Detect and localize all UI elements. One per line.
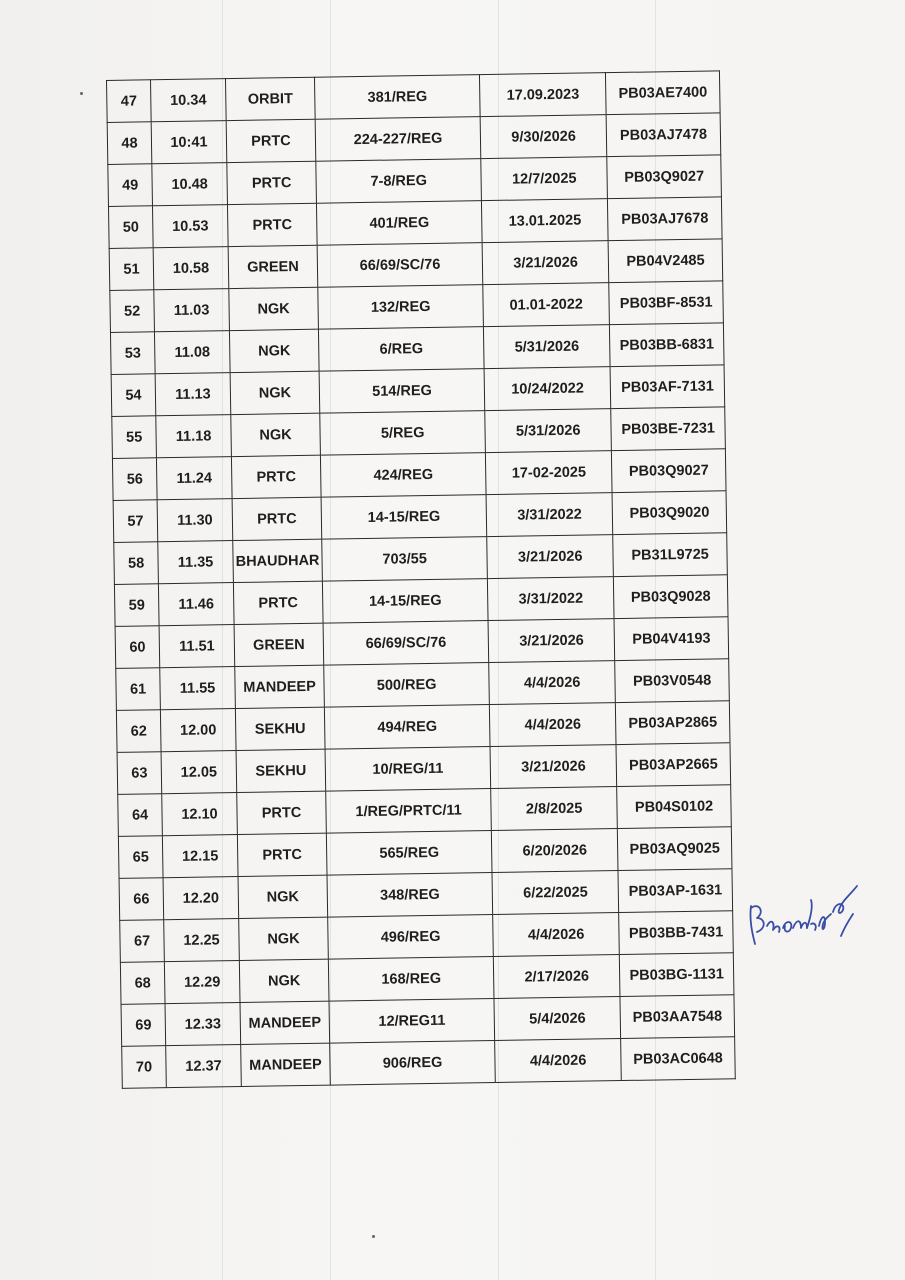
permit-number-cell: 514/REG (319, 369, 485, 414)
serial-number-cell: 57 (113, 500, 158, 543)
handwritten-signature (745, 866, 865, 956)
scan-speck (372, 1235, 375, 1238)
registration-number-cell: PB03BB-7431 (619, 911, 733, 955)
time-cell: 11.51 (159, 625, 234, 668)
registration-number-cell: PB03AJ7678 (608, 197, 722, 241)
permit-number-cell: 496/REG (328, 915, 494, 960)
serial-number-cell: 55 (112, 416, 157, 459)
time-cell: 12.10 (162, 793, 237, 836)
operator-cell: PRTC (233, 581, 323, 624)
serial-number-cell: 68 (120, 962, 165, 1005)
time-cell: 11.03 (154, 289, 229, 332)
serial-number-cell: 51 (109, 248, 154, 291)
validity-date-cell: 3/31/2022 (487, 577, 614, 621)
validity-date-cell: 3/21/2026 (487, 535, 614, 579)
registration-number-cell: PB03Q9028 (614, 575, 728, 619)
permit-number-cell: 7-8/REG (316, 159, 482, 204)
registration-number-cell: PB03BB-6831 (610, 323, 724, 367)
validity-date-cell: 3/31/2022 (486, 493, 613, 537)
operator-cell: PRTC (231, 455, 321, 498)
bus-schedule-table-wrapper (106, 70, 736, 1089)
permit-number-cell: 348/REG (327, 873, 493, 918)
validity-date-cell: 9/30/2026 (480, 115, 607, 159)
time-cell: 12.05 (161, 751, 236, 794)
serial-number-cell: 56 (112, 458, 157, 501)
operator-cell: MANDEEP (241, 1043, 331, 1086)
permit-number-cell: 132/REG (318, 285, 484, 330)
permit-number-cell: 14-15/REG (322, 579, 488, 624)
serial-number-cell: 70 (122, 1046, 167, 1089)
registration-number-cell: PB03Q9027 (612, 449, 726, 493)
operator-cell: NGK (229, 329, 319, 372)
operator-cell: PRTC (227, 203, 317, 246)
operator-cell: BHAUDHAR (233, 539, 323, 582)
validity-date-cell: 2/8/2025 (491, 787, 618, 831)
time-cell: 12.00 (160, 709, 235, 752)
validity-date-cell: 3/21/2026 (482, 241, 609, 285)
validity-date-cell: 3/21/2026 (488, 619, 615, 663)
validity-date-cell: 4/4/2026 (489, 703, 616, 747)
registration-number-cell: PB04S0102 (617, 785, 731, 829)
operator-cell: PRTC (237, 791, 327, 834)
registration-number-cell: PB03AP2865 (616, 701, 730, 745)
registration-number-cell: PB03AP-1631 (618, 869, 732, 913)
time-cell: 10:41 (151, 121, 226, 164)
permit-number-cell: 66/69/SC/76 (323, 621, 489, 666)
registration-number-cell: PB03V0548 (615, 659, 729, 703)
registration-number-cell: PB03BG-1131 (619, 953, 733, 997)
time-cell: 11.13 (155, 373, 230, 416)
validity-date-cell: 6/22/2025 (492, 871, 619, 915)
serial-number-cell: 59 (114, 584, 159, 627)
registration-number-cell: PB03Q9027 (607, 155, 721, 199)
operator-cell: NGK (238, 875, 328, 918)
serial-number-cell: 66 (119, 878, 164, 921)
operator-cell: SEKHU (236, 749, 326, 792)
permit-number-cell: 12/REG11 (329, 999, 495, 1044)
operator-cell: GREEN (228, 245, 318, 288)
table-row (122, 1037, 736, 1089)
operator-cell: PRTC (227, 161, 317, 204)
operator-cell: GREEN (234, 623, 324, 666)
permit-number-cell: 168/REG (328, 957, 494, 1002)
permit-number-cell: 703/55 (322, 537, 488, 582)
operator-cell: NGK (230, 371, 320, 414)
scan-speck (80, 92, 83, 95)
permit-number-cell: 1/REG/PRTC/11 (326, 789, 492, 834)
serial-number-cell: 49 (108, 164, 153, 207)
serial-number-cell: 61 (116, 668, 161, 711)
serial-number-cell: 62 (116, 710, 161, 753)
serial-number-cell: 53 (110, 332, 155, 375)
permit-number-cell: 500/REG (324, 663, 490, 708)
validity-date-cell: 5/31/2026 (484, 325, 611, 369)
registration-number-cell: PB03BF-8531 (609, 281, 723, 325)
validity-date-cell: 4/4/2026 (489, 661, 616, 705)
validity-date-cell: 12/7/2025 (481, 157, 608, 201)
validity-date-cell: 5/4/2026 (494, 997, 621, 1041)
time-cell: 10.48 (152, 163, 227, 206)
registration-number-cell: PB03AF-7131 (610, 365, 724, 409)
validity-date-cell: 10/24/2022 (484, 367, 611, 411)
permit-number-cell: 224-227/REG (315, 117, 481, 162)
permit-number-cell: 14-15/REG (321, 495, 487, 540)
permit-number-cell: 565/REG (326, 831, 492, 876)
time-cell: 12.37 (166, 1045, 241, 1088)
serial-number-cell: 64 (118, 794, 163, 837)
validity-date-cell: 6/20/2026 (491, 829, 618, 873)
registration-number-cell: PB04V2485 (608, 239, 722, 283)
registration-number-cell: PB03BE-7231 (611, 407, 725, 451)
permit-number-cell: 10/REG/11 (325, 747, 491, 792)
serial-number-cell: 47 (107, 80, 152, 123)
time-cell: 11.08 (155, 331, 230, 374)
time-cell: 10.58 (153, 247, 228, 290)
validity-date-cell: 01.01-2022 (483, 283, 610, 327)
bus-schedule-table (106, 70, 736, 1089)
serial-number-cell: 63 (117, 752, 162, 795)
serial-number-cell: 52 (110, 290, 155, 333)
operator-cell: NGK (231, 413, 321, 456)
operator-cell: PRTC (232, 497, 322, 540)
operator-cell: ORBIT (225, 77, 315, 120)
serial-number-cell: 58 (114, 542, 159, 585)
registration-number-cell: PB03AC0648 (621, 1037, 735, 1081)
operator-cell: NGK (239, 917, 329, 960)
time-cell: 12.25 (164, 919, 239, 962)
operator-cell: NGK (229, 287, 319, 330)
serial-number-cell: 69 (121, 1004, 166, 1047)
permit-number-cell: 424/REG (320, 453, 486, 498)
permit-number-cell: 66/69/SC/76 (317, 243, 483, 288)
table-body (107, 71, 736, 1089)
time-cell: 11.35 (158, 541, 233, 584)
time-cell: 11.46 (158, 583, 233, 626)
validity-date-cell: 17-02-2025 (486, 451, 613, 495)
serial-number-cell: 60 (115, 626, 160, 669)
serial-number-cell: 65 (118, 836, 163, 879)
validity-date-cell: 17.09.2023 (480, 73, 607, 117)
serial-number-cell: 54 (111, 374, 156, 417)
operator-cell: NGK (239, 959, 329, 1002)
registration-number-cell: PB04V4193 (614, 617, 728, 661)
registration-number-cell: PB03AE7400 (606, 71, 720, 115)
time-cell: 11.30 (157, 499, 232, 542)
permit-number-cell: 906/REG (330, 1041, 496, 1086)
time-cell: 10.53 (153, 205, 228, 248)
time-cell: 12.20 (163, 877, 238, 920)
validity-date-cell: 5/31/2026 (485, 409, 612, 453)
operator-cell: PRTC (237, 833, 327, 876)
operator-cell: PRTC (226, 119, 316, 162)
permit-number-cell: 6/REG (319, 327, 485, 372)
validity-date-cell: 2/17/2026 (493, 955, 620, 999)
validity-date-cell: 4/4/2026 (495, 1039, 622, 1083)
registration-number-cell: PB31L9725 (613, 533, 727, 577)
operator-cell: SEKHU (235, 707, 325, 750)
permit-number-cell: 381/REG (315, 75, 481, 120)
registration-number-cell: PB03AP2665 (616, 743, 730, 787)
permit-number-cell: 494/REG (324, 705, 490, 750)
registration-number-cell: PB03Q9020 (612, 491, 726, 535)
time-cell: 11.24 (157, 457, 232, 500)
serial-number-cell: 67 (120, 920, 165, 963)
validity-date-cell: 13.01.2025 (482, 199, 609, 243)
registration-number-cell: PB03AA7548 (620, 995, 734, 1039)
serial-number-cell: 50 (108, 206, 153, 249)
permit-number-cell: 401/REG (317, 201, 483, 246)
time-cell: 11.55 (160, 667, 235, 710)
time-cell: 12.29 (164, 961, 239, 1004)
operator-cell: MANDEEP (240, 1001, 330, 1044)
time-cell: 11.18 (156, 415, 231, 458)
permit-number-cell: 5/REG (320, 411, 486, 456)
validity-date-cell: 3/21/2026 (490, 745, 617, 789)
serial-number-cell: 48 (107, 122, 152, 165)
validity-date-cell: 4/4/2026 (493, 913, 620, 957)
registration-number-cell: PB03AJ7478 (606, 113, 720, 157)
registration-number-cell: PB03AQ9025 (618, 827, 732, 871)
operator-cell: MANDEEP (235, 665, 325, 708)
time-cell: 12.33 (165, 1003, 240, 1046)
time-cell: 12.15 (162, 835, 237, 878)
time-cell: 10.34 (151, 79, 226, 122)
